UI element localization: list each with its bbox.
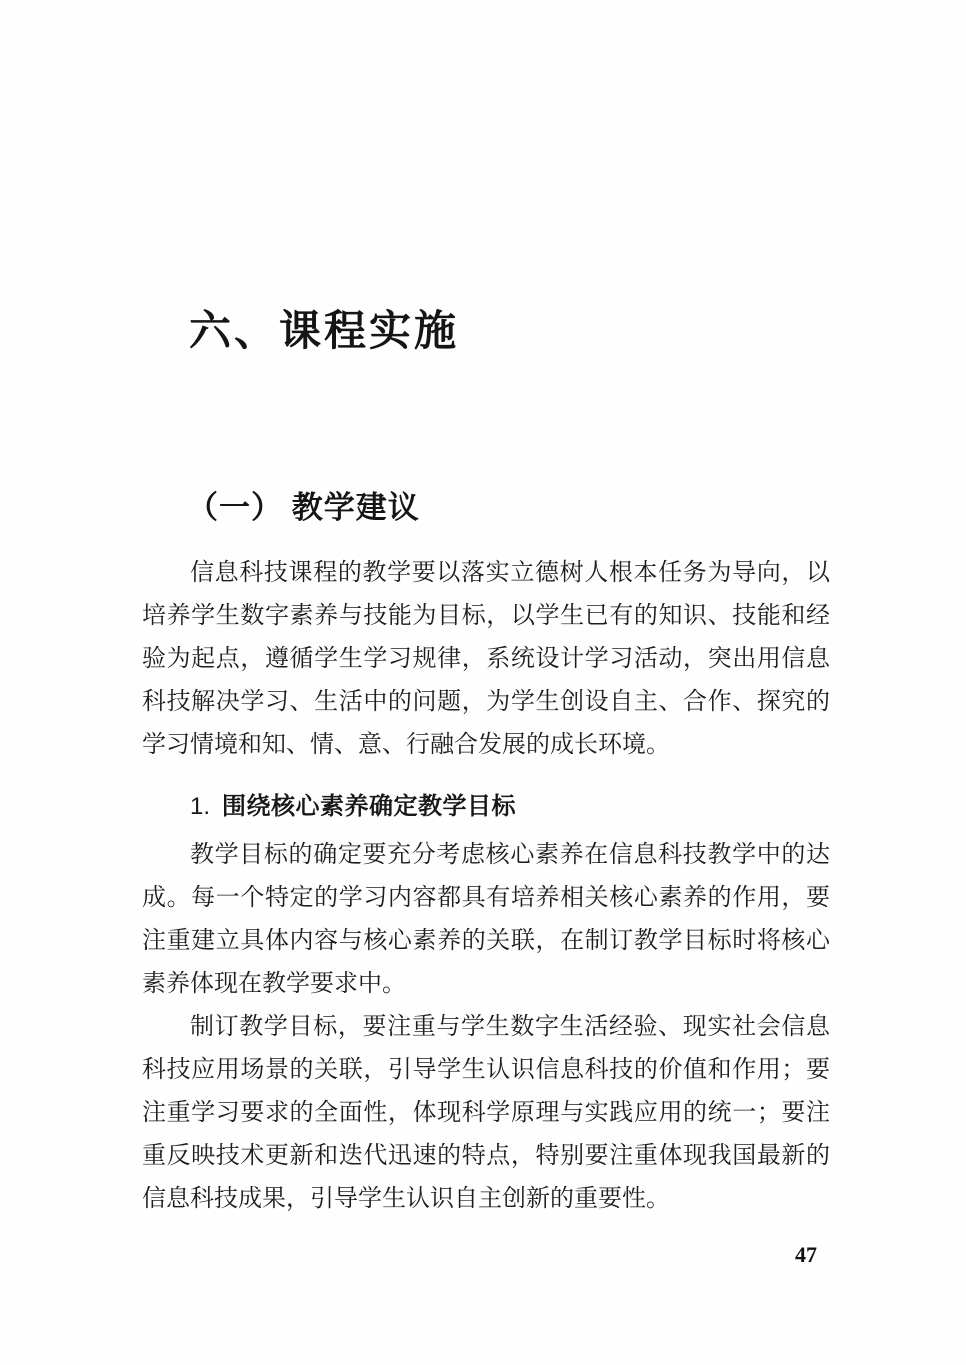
paragraph-principles: 制订教学目标，要注重与学生数字生活经验、现实社会信息科技应用场景的关联，引导学生认识信息科技的价值和作用；要注重学习要求的全面性，体现科学原理与实践应用的统一；要注重反映技术更新和迭代迅速的特点，特别要注重体现我国最新的信息科技成果，引导学生认识自主创新的重要性。 — [142, 1014, 830, 1212]
page-number: 47 — [795, 1242, 817, 1267]
subsection-label: 围绕核心素养确定教学目标 — [222, 793, 517, 820]
subsection-heading — [142, 785, 830, 828]
chapter-title: 六、课程实施 — [189, 309, 460, 355]
paragraph-goals: 教学目标的确定要充分考虑核心素养在信息科技教学中的达成。每一个特定的学习内容都具有培养相关核心素养的作用，要注重建立具体内容与核心素养的关联，在制订教学目标时将核心素养体现在教学要求中。 — [142, 842, 830, 997]
paragraph-intro: 信息科技课程的教学要以落实立德树人根本任务为导向，以培养学生数字素养与技能为目标，以学生已有的知识、技能和经验为起点，遵循学生学习规律，系统设计学习活动，突出用信息科技解决学习、生活中的问题，为学生创设自主、合作、探究的学习情境和知、情、意、行融合发展的成长环境。 — [142, 560, 830, 758]
subsection-number: 1. — [190, 793, 211, 820]
body-text — [142, 552, 830, 1221]
section-title: （一） 教学建议 — [187, 490, 420, 525]
